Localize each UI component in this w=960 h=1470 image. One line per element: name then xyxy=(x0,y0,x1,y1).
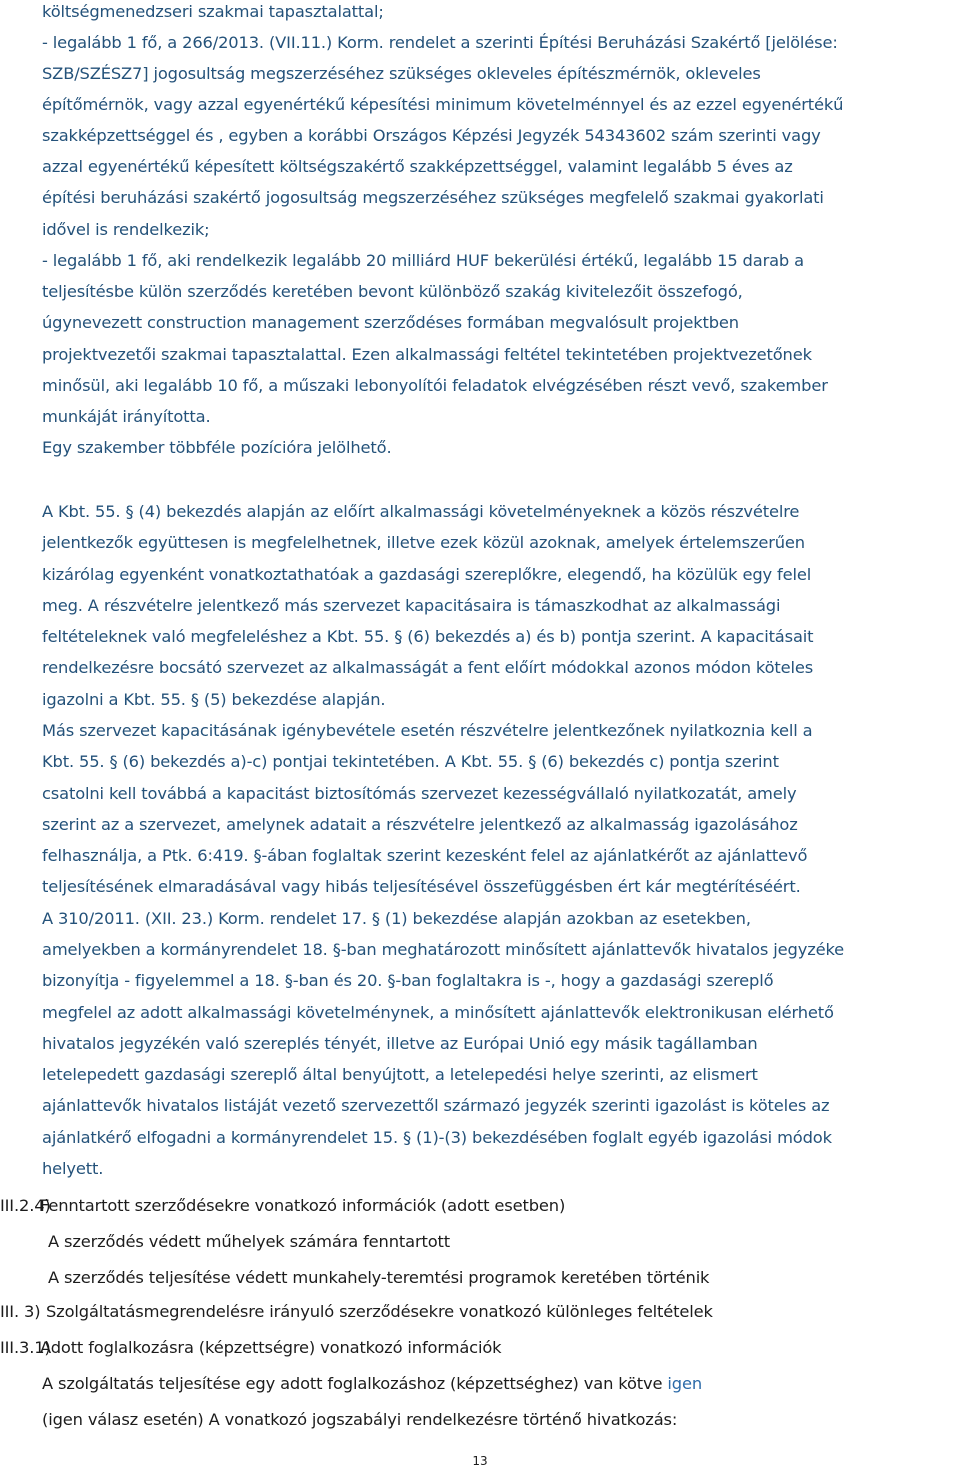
body-line: csatolni kell továbbá a kapacitást biztosítómás szervezet kezességvállaló nyilatkozatát, amely xyxy=(42,784,797,803)
occupation-statement xyxy=(42,1374,702,1394)
body-line: költségmenedzseri szakmai tapasztalattal; xyxy=(42,2,384,21)
body-line: kizárólag egyenként vonatkoztathatóak a gazdasági szereplőkre, elegendő, ha közülük egy felel xyxy=(42,565,812,584)
section-title: Adott foglalkozásra (képzettségre) vonatkozó információk xyxy=(40,1338,502,1357)
body-line: meg. A részvételre jelentkező más szervezet kapacitásaira is támaszkodhat az alkalmassági xyxy=(42,596,781,615)
body-line: amelyekben a kormányrendelet 18. §-ban meghatározott minősített ajánlattevők hivatalos jegyzéke xyxy=(42,940,845,959)
body-line: jelentkezők együttesen is megfelelhetnek, illetve ezek közül azoknak, amelyek értelemszerűen xyxy=(42,533,805,552)
body-line: idővel is rendelkezik; xyxy=(42,220,210,239)
answer-value: igen xyxy=(667,1374,702,1393)
body-line: - legalább 1 fő, aki rendelkezik legalább 20 milliárd HUF bekerülési értékű, legalább 15 darab a xyxy=(42,251,804,270)
body-line: hivatalos jegyzékén való szereplés tényét, illetve az Európai Unió egy másik tagállamban xyxy=(42,1034,758,1053)
reserved-item: A szerződés teljesítése védett munkahely-teremtési programok keretében történik xyxy=(48,1268,710,1287)
body-line: feltételeknek való megfeleléshez a Kbt. 55. § (6) bekezdés a) és b) pontja szerint. A kapacitásait xyxy=(42,627,814,646)
body-line: helyett. xyxy=(42,1159,104,1178)
body-line: - legalább 1 fő, a 266/2013. (VII.11.) Korm. rendelet a szerinti Építési Beruházási Szakértő [jelölése: xyxy=(42,33,838,52)
section-number: III.3.1) xyxy=(0,1338,51,1357)
body-line: építési beruházási szakértő jogosultság megszerzéséhez szükséges megfelelő szakmai gyakorlati xyxy=(42,188,824,207)
page-number: 13 xyxy=(472,1454,488,1468)
section-title: Szolgáltatásmegrendelésre irányuló szerződésekre vonatkozó különleges feltételek xyxy=(46,1302,713,1321)
body-line: szerint az a szervezet, amelynek adatait a részvételre jelentkező az alkalmasság igazolásához xyxy=(42,815,798,834)
body-line: teljesítésbe külön szerződés keretében bevont különböző szakág kivitelezőit összefogó, xyxy=(42,282,743,301)
section-heading-III-2-4 xyxy=(0,1196,565,1216)
body-line: Más szervezet kapacitásának igénybevétele esetén részvételre jelentkezőnek nyilatkoznia kell a xyxy=(42,721,813,740)
body-line: azzal egyenértékű képesített költségszakértő szakképzettséggel, valamint legalább 5 éves az xyxy=(42,157,793,176)
section-heading-III-3 xyxy=(0,1302,713,1322)
body-line: A 310/2011. (XII. 23.) Korm. rendelet 17. § (1) bekezdése alapján azokban az esetekben, xyxy=(42,909,751,928)
body-line: SZB/SZÉSZ7] jogosultság megszerzéséhez szükséges okleveles építészmérnök, okleveles xyxy=(42,64,761,83)
body-line: projektvezetői szakmai tapasztalattal. Ezen alkalmassági feltétel tekintetében projektvezetőnek xyxy=(42,345,812,364)
body-line: minősül, aki legalább 10 fő, a műszaki lebonyolítói feladatok elvégzésében részt vevő, szakember xyxy=(42,376,828,395)
section-heading-III-3-1 xyxy=(0,1338,501,1358)
reserved-item: A szerződés védett műhelyek számára fenntartott xyxy=(48,1232,451,1251)
body-line: rendelkezésre bocsátó szervezet az alkalmasságát a fent előírt módokkal azonos módon köteles xyxy=(42,658,814,677)
body-line: Kbt. 55. § (6) bekezdés a)-c) pontjai tekintetében. A Kbt. 55. § (6) bekezdés c) pontja szerint xyxy=(42,752,779,771)
body-line: igazolni a Kbt. 55. § (5) bekezdése alapján. xyxy=(42,690,386,709)
body-line: bizonyítja - figyelemmel a 18. §-ban és 20. §-ban foglaltakra is -, hogy a gazdasági szereplő xyxy=(42,971,774,990)
body-line: munkáját irányította. xyxy=(42,407,211,426)
body-line: Egy szakember többféle pozícióra jelölhető. xyxy=(42,438,392,457)
body-line: felhasználja, a Ptk. 6:419. §-ában foglaltak szerint kezesként felel az ajánlatkérőt az ajánlattevő xyxy=(42,846,808,865)
body-line: megfelel az adott alkalmassági követelménynek, a minősített ajánlattevők elektronikusan elérhető xyxy=(42,1003,834,1022)
body-line: ajánlatkérő elfogadni a kormányrendelet 15. § (1)-(3) bekezdésében foglalt egyéb igazolási módok xyxy=(42,1128,832,1147)
body-line: szakképzettséggel és , egyben a korábbi Országos Képzési Jegyzék 54343602 szám szerinti vagy xyxy=(42,126,821,145)
body-line: ajánlattevők hivatalos listáját vezető szervezettől származó jegyzék szerinti igazolást is köteles az xyxy=(42,1096,830,1115)
statement-text: A szolgáltatás teljesítése egy adott foglalkozáshoz (képzettséghez) van kötve xyxy=(42,1374,663,1393)
body-line: úgynevezett construction management szerződéses formában megvalósult projektben xyxy=(42,313,739,332)
body-line: letelepedett gazdasági szereplő által benyújtott, a letelepedési helye szerinti, az elismert xyxy=(42,1065,758,1084)
section-number: III.2.4) xyxy=(0,1196,51,1215)
body-line: A Kbt. 55. § (4) bekezdés alapján az előírt alkalmassági követelményeknek a közös részvételre xyxy=(42,502,800,521)
body-line: építőmérnök, vagy azzal egyenértékű képesítési minimum követelménnyel és az ezzel egyenértékű xyxy=(42,95,844,114)
section-title: Fenntartott szerződésekre vonatkozó információk (adott esetben) xyxy=(40,1196,566,1215)
reference-line: (igen válasz esetén) A vonatkozó jogszabályi rendelkezésre történő hivatkozás: xyxy=(42,1410,678,1429)
section-number: III. 3) xyxy=(0,1302,41,1321)
body-line: teljesítésének elmaradásával vagy hibás teljesítésével összefüggésben ért kár megtérítéséért. xyxy=(42,877,801,896)
